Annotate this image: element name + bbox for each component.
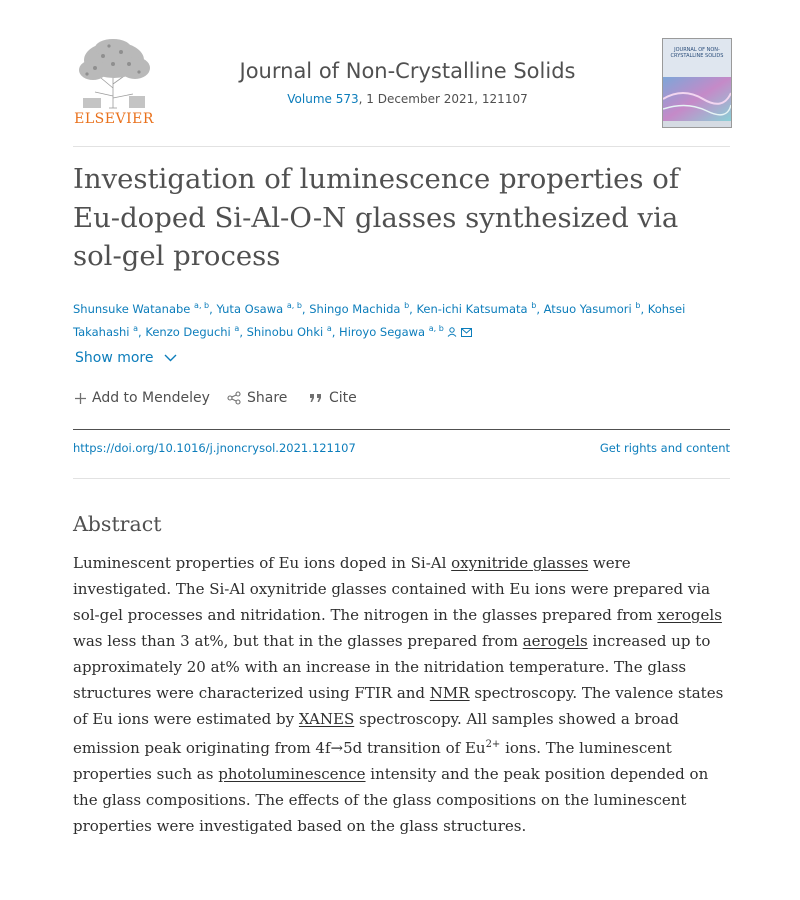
- header-divider: [73, 146, 730, 147]
- topic-link[interactable]: xerogels: [657, 606, 722, 624]
- chevron-down-icon: [164, 354, 177, 362]
- author-link[interactable]: Shinobu Ohki $^a$: [246, 323, 332, 339]
- author-link[interactable]: Shingo Machida $^b$: [309, 301, 410, 316]
- volume-link[interactable]: Volume 573: [287, 92, 359, 106]
- publisher-wordmark: ELSEVIER: [74, 111, 154, 127]
- cite-button[interactable]: Cite: [309, 390, 357, 406]
- journal-cover[interactable]: [662, 38, 732, 128]
- volume-line: [160, 92, 655, 106]
- person-icon[interactable]: [447, 325, 457, 339]
- author-link[interactable]: Kohsei Takahashi $^a$: [73, 301, 686, 339]
- show-more-button[interactable]: Show more: [75, 350, 177, 366]
- author-link[interactable]: Kenzo Deguchi $^a$: [145, 323, 240, 339]
- quote-icon: [309, 392, 323, 404]
- cover-title: JOURNAL OF NON-CRYSTALLINE SOLIDS: [670, 47, 724, 59]
- doi-link[interactable]: https://doi.org/10.1016/j.jnoncrysol.2021.121107: [73, 441, 356, 455]
- author-link[interactable]: Atsuo Yasumori $^b$: [543, 301, 641, 316]
- topic-link[interactable]: XANES: [298, 710, 355, 728]
- plus-icon: [75, 393, 86, 404]
- topic-link[interactable]: oxynitride glasses: [451, 554, 589, 572]
- share-icon: [227, 391, 241, 405]
- article-title: Investigation of luminescence properties of Eu-doped Si-Al-O-N glasses synthesized via sol-gel process: [73, 163, 679, 272]
- abstract-heading: Abstract: [73, 512, 162, 536]
- topic-link[interactable]: NMR: [429, 684, 470, 702]
- issue-date: , 1 December 2021, 121107: [358, 92, 528, 106]
- author-link[interactable]: Yuta Osawa $^{a, b}$: [216, 301, 302, 316]
- doi-divider: [73, 429, 730, 430]
- author-link[interactable]: Shunsuke Watanabe $^{a, b}$: [73, 301, 210, 316]
- author-link[interactable]: Ken-ichi Katsumata $^b$: [416, 301, 537, 316]
- topic-link[interactable]: photoluminescence: [218, 765, 366, 783]
- author-link[interactable]: Hiroyo Segawa $^{a, b}$: [339, 323, 444, 339]
- section-divider: [73, 478, 730, 479]
- abstract-text: Luminescent properties of Eu ions doped in Si-Al oxynitride glasses were investigated. The Si-Al oxynitride glasses contained with Eu ions were prepared via sol-gel processes and nitridation. The nitrogen in the glasses prepared from xerogels was less than 3 at%, but that in the glasses prepared from aerogels increased up to approximately 20 at% with an increase in the nitridation temperature. The glass structures were characterized using FTIR and NMR spectroscopy. The valence states of Eu ions were estimated by XANES spectroscopy. All samples showed a broad emission peak originating from 4f→5d transition of $Eu^{2+}$ ions. The luminescent properties such as photoluminescence intensity and the peak position depended on the glass compositions. The effects of the glass compositions on the luminescent properties were investigated based on the glass structures.: [73, 554, 724, 835]
- add-to-mendeley-button[interactable]: Add to Mendeley: [75, 390, 210, 406]
- author-list: Shunsuke Watanabe $^{a, b}$, Yuta Osawa $^{a, b}$, Shingo Machida $^b$, Ken-ichi Katsumata $^b$, Atsuo Yasumori $^b$, Kohsei Takahashi $^a$, Kenzo Deguchi $^a$, Shinobu Ohki $^a$, Hiroyo Segawa $^{a, b}$: [73, 301, 686, 339]
- rights-link[interactable]: Get rights and content: [599, 441, 730, 455]
- topic-link[interactable]: aerogels: [522, 632, 588, 650]
- journal-title[interactable]: Journal of Non-Crystalline Solids: [239, 59, 576, 83]
- share-button[interactable]: Share: [227, 390, 287, 406]
- email-icon[interactable]: [461, 325, 472, 339]
